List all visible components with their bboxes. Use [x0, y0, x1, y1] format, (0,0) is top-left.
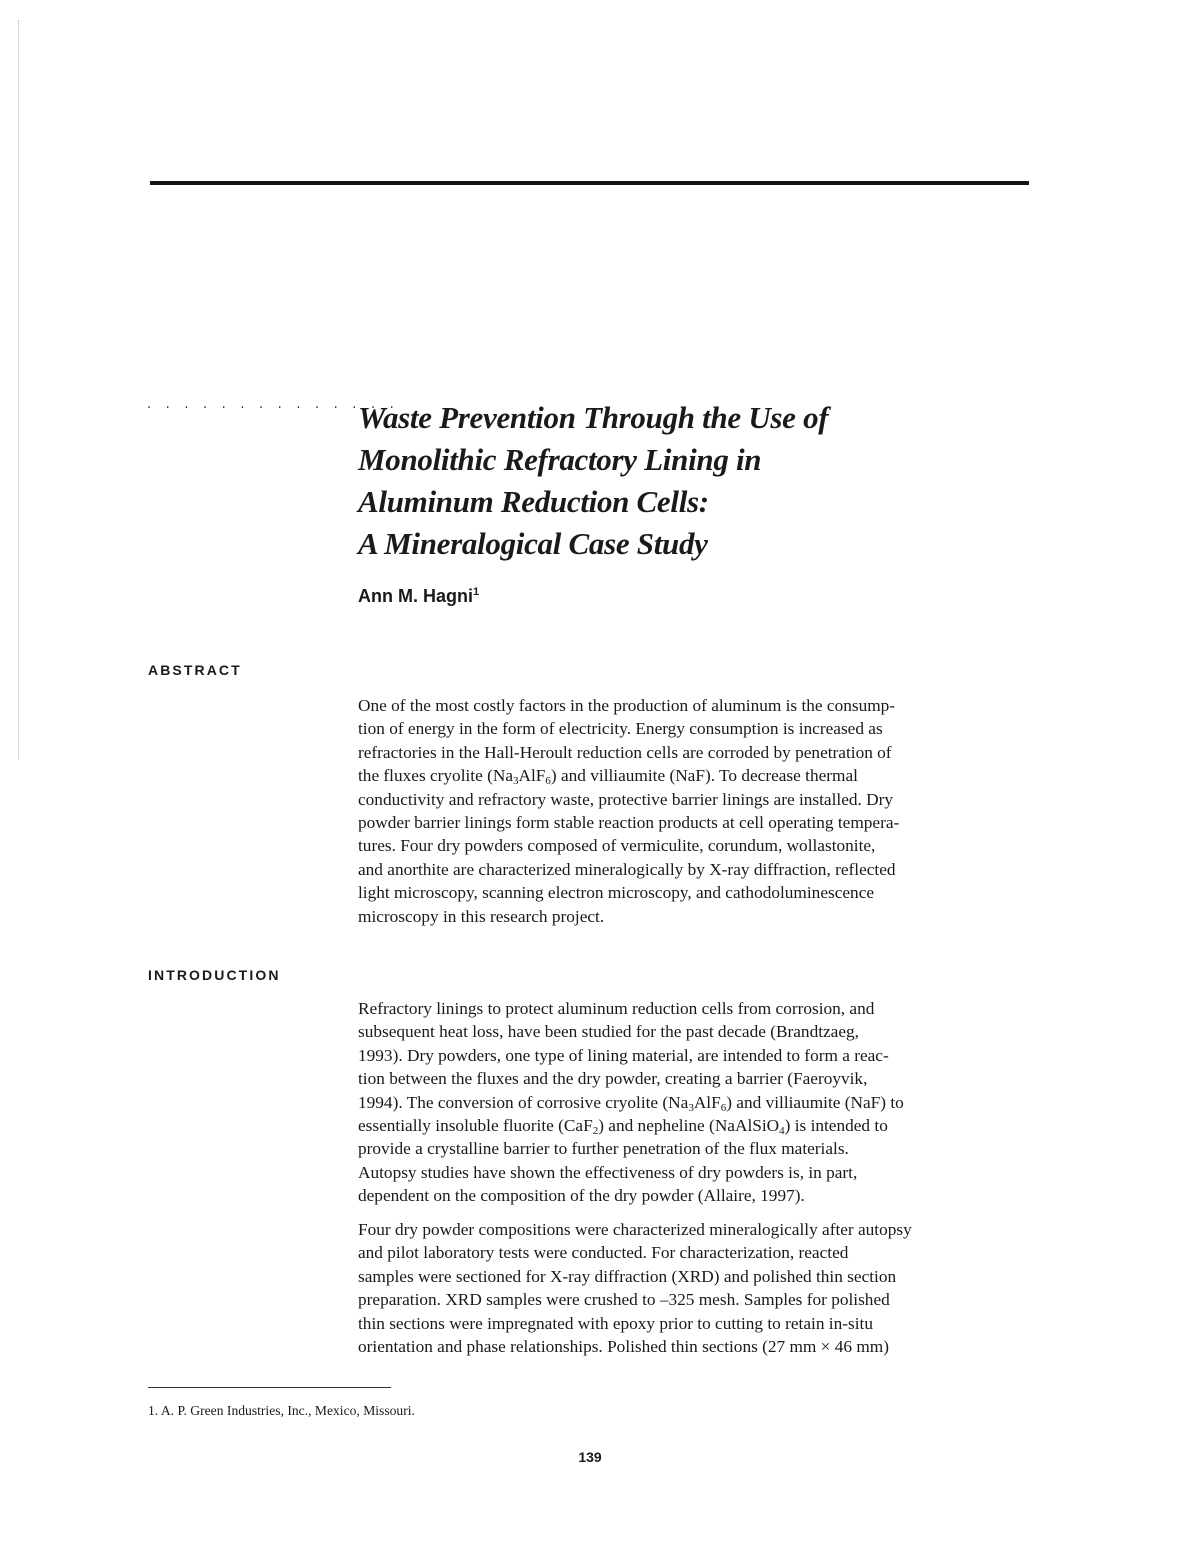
author-line: [358, 586, 479, 607]
intro-line: preparation. XRD samples were crushed to –325 mesh. Samples for polished: [358, 1290, 890, 1310]
intro-line: 1994). The conversion of corrosive cryolite $(Na_3AlF_6)$ and villiaumite (NaF) to: [358, 1092, 904, 1114]
intro-line: provide a crystalline barrier to further penetration of the flux materials.: [358, 1139, 849, 1159]
intro-line: Refractory linings to protect aluminum reduction cells from corrosion, and: [358, 999, 875, 1018]
introduction-heading: INTRODUCTION: [148, 967, 281, 983]
intro-line: orientation and phase relationships. Polished thin sections (27 mm × 46 mm): [358, 1337, 889, 1357]
title-leader-dots: . . . . . . . . . . . . . .: [147, 397, 399, 412]
title-line: Aluminum Reduction Cells:: [358, 484, 709, 519]
footnote-rule: [148, 1387, 391, 1388]
abstract-line: powder barrier linings form stable reaction products at cell operating tempera-: [358, 813, 900, 833]
footnote: 1. A. P. Green Industries, Inc., Mexico, Missouri.: [148, 1403, 415, 1418]
abstract-line: One of the most costly factors in the production of aluminum is the consump-: [358, 696, 896, 715]
paper-title: [358, 397, 1018, 565]
author-footnote-mark: 1: [473, 586, 480, 598]
intro-line: tion between the fluxes and the dry powder, creating a barrier (Faeroyvik,: [358, 1069, 868, 1089]
title-line: Monolithic Refractory Lining in: [358, 442, 762, 477]
abstract-line: and anorthite are characterized mineralogically by X-ray diffraction, reflected: [358, 859, 896, 879]
title-line: A Mineralogical Case Study: [358, 526, 708, 561]
abstract-line: refractories in the Hall-Heroult reduction cells are corroded by penetration of: [358, 742, 892, 762]
abstract-line: light microscopy, scanning electron microscopy, and cathodoluminescence: [358, 883, 875, 903]
abstract-line: tion of energy in the form of electricity. Energy consumption is increased as: [358, 719, 883, 739]
author-name: Ann M. Hagni: [358, 586, 473, 606]
abstract-heading: ABSTRACT: [148, 662, 242, 678]
intro-line: and pilot laboratory tests were conducted. For characterization, reacted: [358, 1243, 849, 1263]
intro-line: subsequent heat loss, have been studied for the past decade (Brandtzaeg,: [358, 1022, 859, 1042]
abstract-line: microscopy in this research project.: [358, 906, 605, 926]
introduction-paragraph-2: [358, 1218, 1058, 1358]
introduction-paragraph-1: [358, 997, 1058, 1208]
intro-line: samples were sectioned for X-ray diffraction (XRD) and polished thin section: [358, 1266, 897, 1286]
intro-line: thin sections were impregnated with epoxy prior to cutting to retain in-situ: [358, 1313, 873, 1333]
abstract-line: tures. Four dry powders composed of vermiculite, corundum, wollastonite,: [358, 836, 876, 856]
abstract-line: the fluxes cryolite $(Na_3AlF_6)$ and villiaumite (NaF). To decrease thermal: [358, 766, 858, 788]
abstract-body: [358, 694, 1058, 928]
intro-line: 1993). Dry powders, one type of lining material, are intended to form a reac-: [358, 1045, 889, 1065]
abstract-line: conductivity and refractory waste, protective barrier linings are installed. Dry: [358, 789, 894, 809]
scan-margin-mark: [18, 20, 20, 760]
title-line: Waste Prevention Through the Use of: [358, 400, 829, 435]
intro-line: essentially insoluble fluorite (CaF$_2$) and nepheline (NaAlSiO$_4$) is intended to: [358, 1116, 888, 1138]
intro-line: dependent on the composition of the dry powder (Allaire, 1997).: [358, 1186, 805, 1206]
intro-line: Four dry powder compositions were characterized mineralogically after autopsy: [358, 1220, 912, 1239]
intro-line: Autopsy studies have shown the effectiveness of dry powders is, in part,: [358, 1162, 858, 1182]
page-number: 139: [578, 1449, 602, 1465]
header-rule: [150, 181, 1029, 185]
